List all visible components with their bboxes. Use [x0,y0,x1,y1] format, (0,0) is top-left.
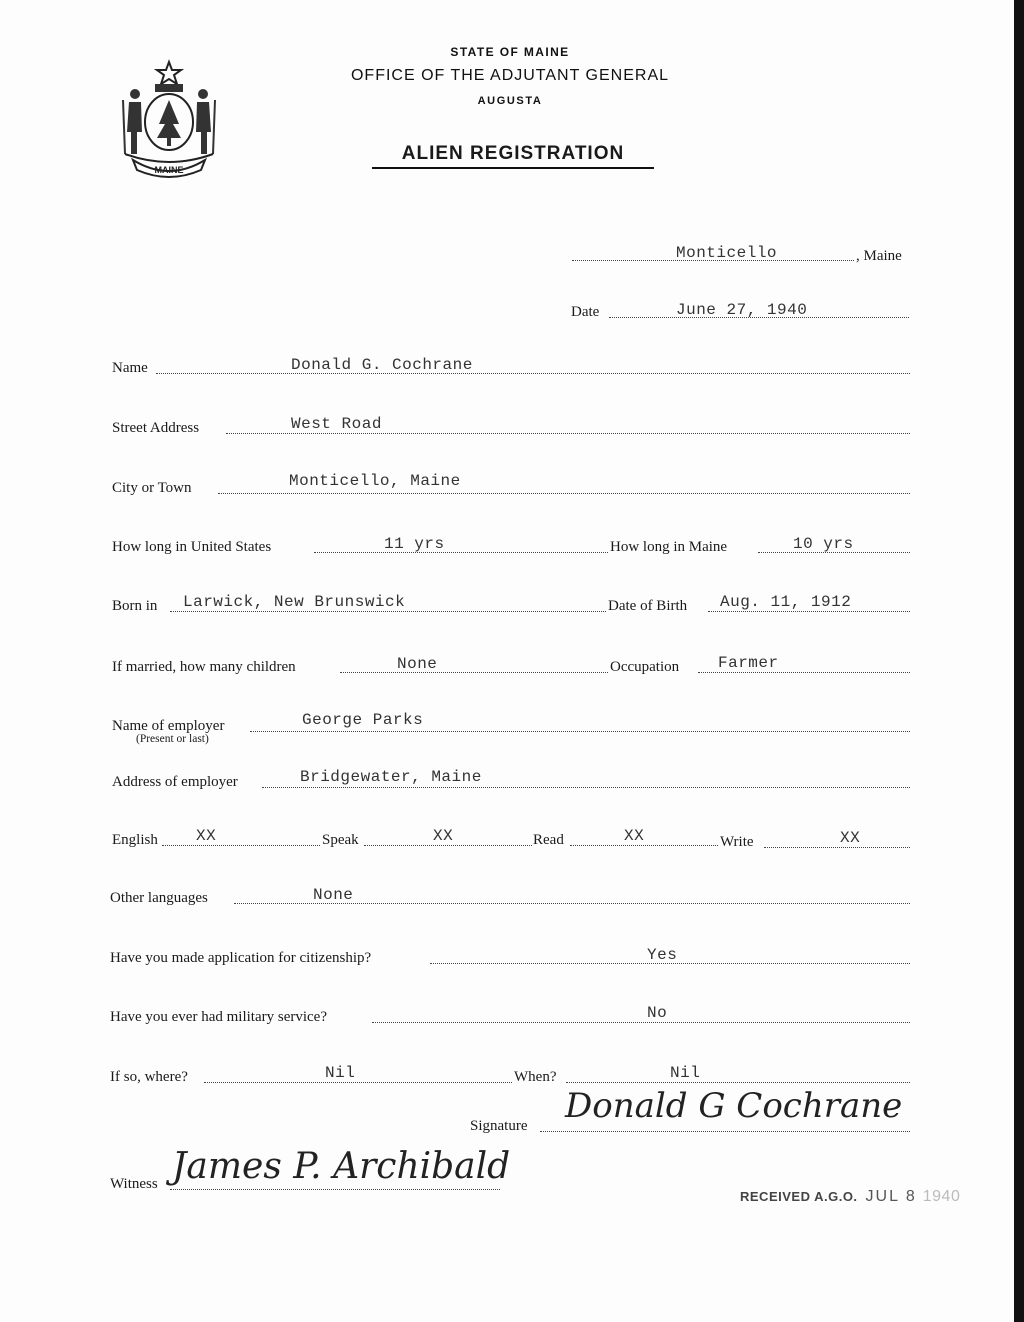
citizenship-value: Yes [647,946,678,964]
english-line [162,845,320,846]
when-label: When? [514,1069,557,1085]
employer-label: Name of employer [112,718,225,734]
state-heading: STATE OF MAINE [450,45,570,59]
employer-value: George Parks [302,711,424,729]
read-value: XX [624,827,645,845]
speak-line [364,845,532,846]
english-label: English [112,832,158,848]
military-label: Have you ever had military service? [110,1009,327,1025]
signature-line [540,1131,910,1132]
occupation-value: Farmer [718,654,779,672]
occupation-line [698,672,910,673]
read-line [570,845,718,846]
citizenship-label: Have you made application for citizenship? [110,950,372,966]
dob-label: Date of Birth [608,598,688,614]
city-line [218,493,910,494]
us-duration-value: 11 yrs [384,535,445,553]
office-heading: OFFICE OF THE ADJUTANT GENERAL [350,67,670,84]
name-line [156,373,910,374]
employer-address-label: Address of employer [112,774,238,790]
children-value: None [397,655,438,673]
read-label: Read [533,832,564,848]
other-languages-label: Other languages [110,890,208,906]
city-heading: AUGUSTA [477,95,543,107]
street-line [226,433,910,434]
employer-sublabel: (Present or last) [136,733,209,745]
employer-address-value: Bridgewater, Maine [300,768,482,786]
city-value: Monticello, Maine [289,472,461,490]
us-duration-line [314,552,608,553]
maine-duration-value: 10 yrs [793,535,854,553]
city-label: City or Town [112,480,192,496]
write-label: Write [720,834,754,850]
state-of-maine-seal-icon [115,58,223,180]
speak-value: XX [433,827,454,845]
received-stamp-text: RECEIVED A.G.O. [740,1189,858,1204]
form-title: ALIEN REGISTRATION [401,143,625,164]
date-value: June 27, 1940 [676,301,808,319]
military-value: No [647,1004,668,1022]
when-value: Nil [670,1064,701,1082]
other-languages-value: None [313,886,354,904]
birthplace-value: Larwick, New Brunswick [183,593,406,611]
employer-line [250,731,910,732]
when-line [566,1082,910,1083]
where-label: If so, where? [110,1069,188,1085]
signature-label: Signature [470,1118,528,1134]
place-value: Monticello [676,244,778,262]
seal-text: MAINE [154,165,184,175]
title-underline [372,167,654,169]
where-value: Nil [325,1064,356,1082]
children-label: If married, how many children [112,659,296,675]
occupation-label: Occupation [610,659,680,675]
speak-label: Speak [322,832,359,848]
date-label: Date [571,304,600,320]
english-value: XX [196,827,217,845]
received-stamp [740,1188,960,1206]
scan-edge [1014,0,1024,1322]
street-value: West Road [291,415,382,433]
name-label: Name [112,360,148,376]
employer-address-line [262,787,910,788]
witness-line [170,1189,500,1190]
birthplace-line [170,611,606,612]
write-line [764,847,910,848]
received-stamp-year: 1940 [922,1188,961,1205]
street-label: Street Address [112,420,200,436]
witness-label: Witness [110,1176,158,1192]
signature-value: Donald G Cochrane [565,1086,903,1126]
maine-duration-label: How long in Maine [610,539,728,555]
dob-value: Aug. 11, 1912 [720,593,852,611]
witness-signature: James P. Archibald [172,1146,511,1187]
dob-line [708,611,910,612]
place-suffix: , Maine [856,248,902,264]
write-value: XX [840,829,861,847]
name-value: Donald G. Cochrane [291,356,473,374]
where-line [204,1082,512,1083]
birthplace-label: Born in [112,598,158,614]
us-duration-label: How long in United States [112,539,272,555]
children-line [340,672,608,673]
received-stamp-month: JUL 8 [865,1188,917,1205]
military-line [372,1022,910,1023]
